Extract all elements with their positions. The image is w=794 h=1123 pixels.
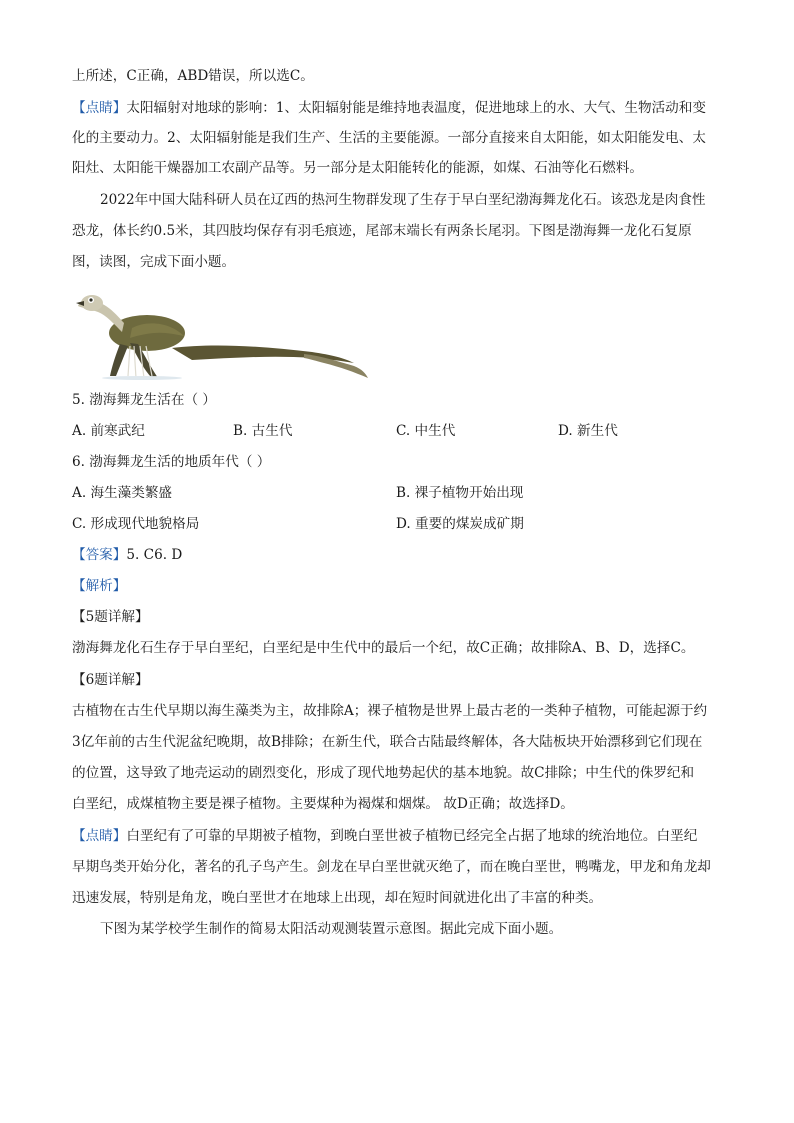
detail-6-line: 3亿年前的古生代泥盆纪晚期，故B排除；在新生代，联合古陆最终解体，各大陆板块开始漂移到它们现在 bbox=[72, 734, 703, 750]
detail-6-line: 的位置，这导致了地壳运动的剧烈变化，形成了现代地势起伏的基本地貌。故C排除；中生代的侏罗纪和 bbox=[72, 765, 695, 781]
q6-option-a: A. 海生藻类繁盛 bbox=[72, 485, 173, 501]
q6-option-c: C. 形成现代地貌格局 bbox=[72, 516, 200, 532]
q5-option-b: B. 古生代 bbox=[233, 423, 293, 439]
analysis-tag: 【解析】 bbox=[72, 578, 127, 594]
answer-line: 【答案】5. C6. D bbox=[72, 547, 183, 563]
next-question-intro: 下图为某学校学生制作的简易太阳活动观测装置示意图。据此完成下面小题。 bbox=[100, 921, 563, 937]
tip-tag: 【点睛】 bbox=[72, 100, 127, 116]
detail-6-line: 古植物在古生代早期以海生藻类为主，故排除A；裸子植物是世界上最古老的一类种子植物，可能起源于约 bbox=[72, 703, 708, 719]
tip-2-line: 【点睛】白垩纪有了可靠的早期被子植物，到晚白垩世被子植物已经完全占据了地球的统治地位。白垩纪 bbox=[72, 828, 698, 844]
detail-5-text: 渤海舞龙化石生存于早白垩纪，白垩纪是中生代中的最后一个纪，故C正确；故排除A、B、D，选择C。 bbox=[72, 640, 695, 656]
answer-tag: 【答案】 bbox=[72, 547, 127, 563]
q6-option-d: D. 重要的煤炭成矿期 bbox=[396, 516, 524, 532]
tip-2-line: 早期鸟类开始分化，著名的孔子鸟产生。剑龙在早白垩世就灭绝了，而在晚白垩世，鸭嘴龙，甲龙和角龙却 bbox=[72, 859, 711, 875]
detail-6-line: 白垩纪，成煤植物主要是裸子植物。主要煤种为褐煤和烟煤。 故D正确；故选择D。 bbox=[72, 796, 574, 812]
question-5-stem: 5. 渤海舞龙生活在（ ） bbox=[72, 392, 216, 408]
text-line: 恐龙，体长约0.5米，其四肢均保存有羽毛痕迹，尾部末端长有两条长尾羽。下图是渤海舞一龙化石复原 bbox=[72, 223, 692, 239]
q5-option-d: D. 新生代 bbox=[558, 423, 618, 439]
detail-5-tag: 【5题详解】 bbox=[72, 609, 149, 625]
tip-2-tag: 【点睛】 bbox=[72, 828, 127, 844]
question-6-stem: 6. 渤海舞龙生活的地质年代（ ） bbox=[72, 454, 271, 470]
text-line: 化的主要动力。2、太阳辐射能是我们生产、生活的主要能源。一部分直接来自太阳能，如太阳能发电、太 bbox=[72, 130, 706, 146]
text-line: 上所述，C正确，ABD错误，所以选C。 bbox=[72, 68, 314, 84]
q6-option-b: B. 裸子植物开始出现 bbox=[396, 485, 524, 501]
detail-6-tag: 【6题详解】 bbox=[72, 672, 149, 688]
text-line: 图，读图，完成下面小题。 bbox=[72, 254, 236, 270]
tip-2-line: 迅速发展，特别是角龙，晚白垩世才在地球上出现，却在短时间就进化出了丰富的种类。 bbox=[72, 890, 603, 906]
q5-option-c: C. 中生代 bbox=[396, 423, 456, 439]
text-line: 阳灶、太阳能干燥器加工农副产品等。另一部分是太阳能转化的能源，如煤、石油等化石燃料。 bbox=[72, 160, 643, 176]
tip-paragraph-line: 【点睛】太阳辐射对地球的影响：1、太阳辐射能是维持地表温度，促进地球上的水、大气、生物活动和变 bbox=[72, 100, 706, 116]
dinosaur-illustration bbox=[72, 288, 372, 380]
q5-option-a: A. 前寒武纪 bbox=[72, 423, 145, 439]
intro-line: 2022年中国大陆科研人员在辽西的热河生物群发现了生存于早白垩纪渤海舞龙化石。该恐龙是肉食性 bbox=[100, 192, 706, 208]
